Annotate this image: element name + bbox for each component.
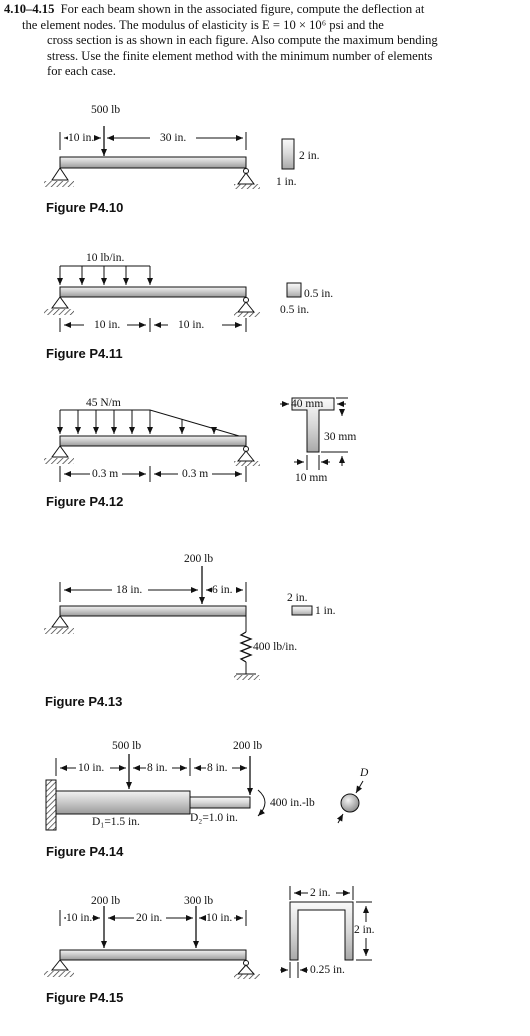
fig412-flange-width: 40 mm xyxy=(291,398,324,410)
fig414-dim-b: 8 in. xyxy=(147,762,168,774)
fig414-load2-label: 200 lb xyxy=(233,740,263,752)
fig411-dim-b: 10 in. xyxy=(178,319,205,331)
fig411-dim-a: 10 in. xyxy=(94,319,121,331)
fig412-load-label: 45 N/m xyxy=(86,397,121,409)
fig413-dim-b: 6 in. xyxy=(212,584,233,596)
problem-line-1: For each beam shown in the associated figure, compute the deflection at xyxy=(60,2,425,16)
figure-p4-13-diagram xyxy=(44,566,312,680)
fig410-sec-h: 2 in. xyxy=(299,150,320,162)
fig414-moment-label: 400 in.-lb xyxy=(270,797,315,809)
figure-p4-11-diagram xyxy=(44,266,301,332)
fig410-load-label: 500 lb xyxy=(91,104,121,116)
fig410-dim-b: 30 in. xyxy=(160,132,187,144)
fig415-sec-width: 2 in. xyxy=(310,887,331,899)
fig413-spring-label: 400 lb/in. xyxy=(253,641,298,653)
fig410-sec-b: 1 in. xyxy=(276,176,297,188)
fig414-dim-a: 10 in. xyxy=(78,762,105,774)
figure-p4-13-caption: Figure P4.13 xyxy=(45,694,123,709)
fig415-load2-label: 300 lb xyxy=(184,895,214,907)
figure-p4-11-caption: Figure P4.11 xyxy=(46,346,123,361)
fig412-web-thickness: 10 mm xyxy=(295,472,328,484)
fig414-d1-label: D₁=1.5 in. xyxy=(92,816,140,828)
fig414-d2-label: D₂=1.0 in. xyxy=(190,812,238,824)
fig415-sec-thickness: 0.25 in. xyxy=(310,964,345,976)
figure-p4-10-caption: Figure P4.10 xyxy=(46,200,124,215)
fig411-sec-b: 0.5 in. xyxy=(280,304,310,316)
figure-p4-14-caption: Figure P4.14 xyxy=(46,844,124,859)
figure-p4-15-caption: Figure P4.15 xyxy=(46,990,124,1005)
fig412-dim-b: 0.3 m xyxy=(182,468,209,480)
fig415-dim-a: 10 in. xyxy=(66,912,93,924)
problem-line-5: for each case. xyxy=(47,64,116,79)
fig413-dim-a: 18 in. xyxy=(116,584,143,596)
problem-line-3: cross section is as shown in each figure. Also compute the maximum bending xyxy=(47,33,438,48)
fig411-load-label: 10 lb/in. xyxy=(86,252,125,264)
fig413-sec-width: 2 in. xyxy=(287,592,308,604)
fig412-dim-a: 0.3 m xyxy=(92,468,119,480)
fig414-load1-label: 500 lb xyxy=(112,740,142,752)
fig415-dim-b: 20 in. xyxy=(136,912,163,924)
fig415-sec-height: 2 in. xyxy=(354,924,375,936)
fig413-sec-height: 1 in. xyxy=(315,605,336,617)
fig414-diameter-label: D xyxy=(360,767,369,779)
fig413-load-label: 200 lb xyxy=(184,553,214,565)
figure-p4-12-caption: Figure P4.12 xyxy=(46,494,124,509)
fig415-dim-c: 10 in. xyxy=(206,912,233,924)
problem-line-2: the element nodes. The modulus of elasticity is E = 10 × 10⁶ psi and the xyxy=(22,17,384,32)
fig411-sec-h: 0.5 in. xyxy=(304,288,334,300)
fig414-dim-c: 8 in. xyxy=(207,762,228,774)
problem-line-4: stress. Use the finite element method with the minimum number of elements xyxy=(47,48,433,63)
problem-number: 4.10–4.15 xyxy=(4,2,55,16)
fig412-web-height: 30 mm xyxy=(324,431,357,443)
fig415-load1-label: 200 lb xyxy=(91,895,121,907)
fig410-dim-a: 10 in. xyxy=(68,132,95,144)
